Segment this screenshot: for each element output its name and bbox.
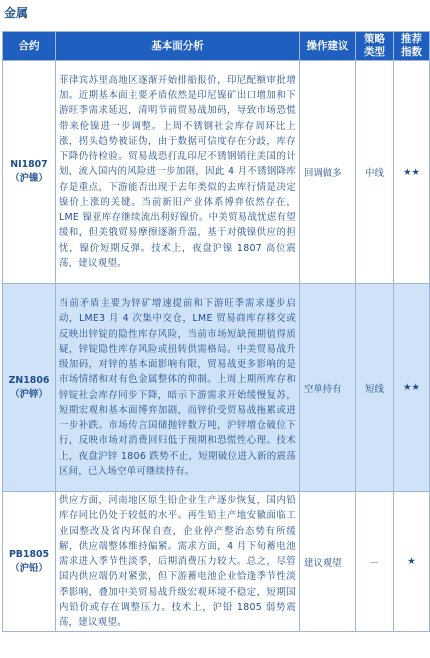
contract-cell — [3, 492, 56, 632]
rating-stars: ★★ — [394, 61, 430, 284]
analysis-cell: 菲律宾苏里高地区逐渐开始排船报价，印尼配额审批增加。近期基本面主要矛盾依然是印尼镍矿出口增加和下游旺季需求延迟，清明节前贸易战加码，导致市场恐慌带来伦镍进一步调整。上周不锈钢社会库存周环比上涨，拐头趋势被证伪，由于数据可信度存在分歧，库存下降仍待检验。贸易战恐打乱印尼不锈钢销往美国的计划，流入国内的风险进一步加剧，因此 4 月不锈钢降库存是重点，下游能否出现于去年类似的去库行情是决定镍价上涨的关键。当前新旧产业体系博弈依然存在，LME 镍亚库存继续流出利好镍价。中美贸易战忧虑有望缓和，但美俄贸易摩擦逐渐升温，基于对俄镍供应的担忧，镍价短期反弹。技术上，夜盘沪镍 1807 高位震荡，建议观望。 — [56, 61, 300, 284]
header-strategy-type — [356, 32, 394, 61]
operation-cell: 回调做多 — [300, 61, 356, 284]
contract-name: （沪锌） — [10, 388, 48, 400]
table-header-row — [3, 32, 430, 61]
rating-stars: ★★ — [394, 284, 430, 492]
section-title: 金属 — [4, 6, 29, 20]
contract-code: NI1807 — [10, 159, 48, 170]
header-strategy-type-line2: 类型 — [364, 46, 385, 58]
contract-name: （沪铅） — [10, 562, 48, 574]
header-operation: 操作建议 — [300, 32, 356, 61]
contract-cell — [3, 61, 56, 284]
table-row — [3, 284, 430, 492]
strategy-type-cell: 中线 — [356, 61, 394, 284]
operation-cell: 空单持有 — [300, 284, 356, 492]
header-rec-index-line1: 推荐 — [401, 33, 422, 45]
contract-code: ZN1806 — [8, 374, 50, 386]
table-row — [3, 492, 430, 632]
header-rec-index — [394, 32, 430, 61]
table-row — [3, 61, 430, 284]
rating-stars: ★ — [394, 492, 430, 632]
analysis-cell: 供应方面，河南地区原生铅企业生产逐步恢复，国内铅库存同比仍处于较低的水平。再生铅主产地安徽面临工业园整改及省内环保自查，企业停产整治态势有所缓解，供应端整体维持偏紧。需求方面，4 月下旬蓄电池需求进入季节性淡季，后期消费压力较大。总之，尽管国内供应端仍对紧张，但下游蓄电池企业恰逢季节性淡季影响，叠加中美贸易战升级宏观环境不稳定，短期国内铅价或存在调整压力。技术上，沪铅 1805 弱势震荡，建议观望。 — [56, 492, 300, 632]
strategy-type-cell: － — [356, 492, 394, 632]
strategy-type-cell: 短线 — [356, 284, 394, 492]
header-strategy-type-line1: 策略 — [364, 33, 385, 45]
header-rec-index-line2: 指数 — [401, 46, 422, 58]
strategy-table — [2, 31, 430, 632]
header-analysis: 基本面分析 — [56, 32, 300, 61]
header-contract: 合约 — [3, 32, 56, 61]
contract-code: PB1805 — [8, 548, 50, 560]
analysis-cell: 当前矛盾主要为锌矿增速提前和下游旺季需求逐步启动，LME3 月 4 次集中交仓，LME 贸易商库存移交或反映出锌锭的隐性库存风险，当前市场短缺预期值得质疑，锌锭隐性库存风险或扭转供需格局。中美贸易战升级加码，对锌的基本面影响有限，贸易战更多影响的是市场情绪和对有色金属整体的抑制。上周上期所库存和锌锭社会库存同步下降，暗示下游需求开始缓慢复苏，短期宏观和基本面博弈加剧，而锌价受贸易战拖累或进一步补跌。市场传言国储抛锌数万吨，沪锌增仓破位下行，反映市场对消费回归低于预期和恐慌性心理。技术上，夜盘沪锌 1806 跌势不止，短期破位进入新的震荡区间，已入场空单可继续持有。 — [56, 284, 300, 492]
operation-cell: 建议观望 — [300, 492, 356, 632]
contract-cell — [3, 284, 56, 492]
contract-name: （沪镍） — [10, 173, 48, 184]
